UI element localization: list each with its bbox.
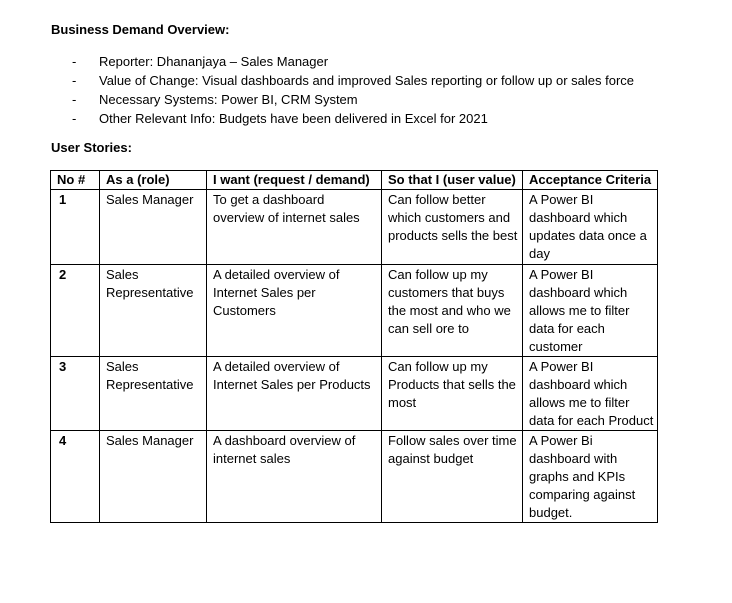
business-demand-heading: Business Demand Overview: [51,22,230,37]
list-item [72,71,634,90]
table-row [51,357,658,431]
cell-no: 1 [51,190,100,265]
list-item [72,90,634,109]
column-header-criteria: Acceptance Criteria [523,171,658,190]
other-info-text: Other Relevant Info: Budgets have been delivered in Excel for 2021 [99,111,488,126]
cell-value: Can follow up my Products that sells the most [382,357,523,431]
cell-no: 3 [51,357,100,431]
cell-value: Can follow better which customers and products sells the best [382,190,523,265]
cell-no: 4 [51,431,100,523]
cell-no: 2 [51,265,100,357]
user-stories-heading: User Stories: [51,140,132,155]
table-row [51,190,658,265]
overview-bullet-list [72,52,634,128]
cell-want: A dashboard overview of internet sales [207,431,382,523]
cell-want: A detailed overview of Internet Sales per Products [207,357,382,431]
cell-criteria: A Power BI dashboard which allows me to filter data for each customer [523,265,658,357]
cell-value: Can follow up my customers that buys the most and who we can sell ore to [382,265,523,357]
cell-want: A detailed overview of Internet Sales per Customers [207,265,382,357]
cell-criteria: A Power BI dashboard which allows me to filter data for each Product [523,357,658,431]
cell-criteria: A Power Bi dashboard with graphs and KPIs comparing against budget. [523,431,658,523]
bullet-marker: - [72,111,77,126]
table-row [51,431,658,523]
cell-role: Sales Representative [100,357,207,431]
necessary-systems-text: Necessary Systems: Power BI, CRM System [99,92,358,107]
table-row [51,265,658,357]
column-header-role: As a (role) [100,171,207,190]
cell-criteria: A Power BI dashboard which updates data once a day [523,190,658,265]
cell-role: Sales Manager [100,190,207,265]
bullet-marker: - [72,73,77,88]
cell-role: Sales Manager [100,431,207,523]
reporter-text: Reporter: Dhananjaya – Sales Manager [99,54,329,69]
cell-role: Sales Representative [100,265,207,357]
column-header-want: I want (request / demand) [207,171,382,190]
column-header-value: So that I (user value) [382,171,523,190]
value-of-change-text: Value of Change: Visual dashboards and improved Sales reporting or follow up or sales force [99,73,634,88]
cell-want: To get a dashboard overview of internet sales [207,190,382,265]
table-header-row [51,171,658,190]
list-item [72,109,634,128]
cell-value: Follow sales over time against budget [382,431,523,523]
list-item [72,52,634,71]
user-stories-table [50,170,658,523]
bullet-marker: - [72,54,77,69]
bullet-marker: - [72,92,77,107]
column-header-no: No # [51,171,100,190]
